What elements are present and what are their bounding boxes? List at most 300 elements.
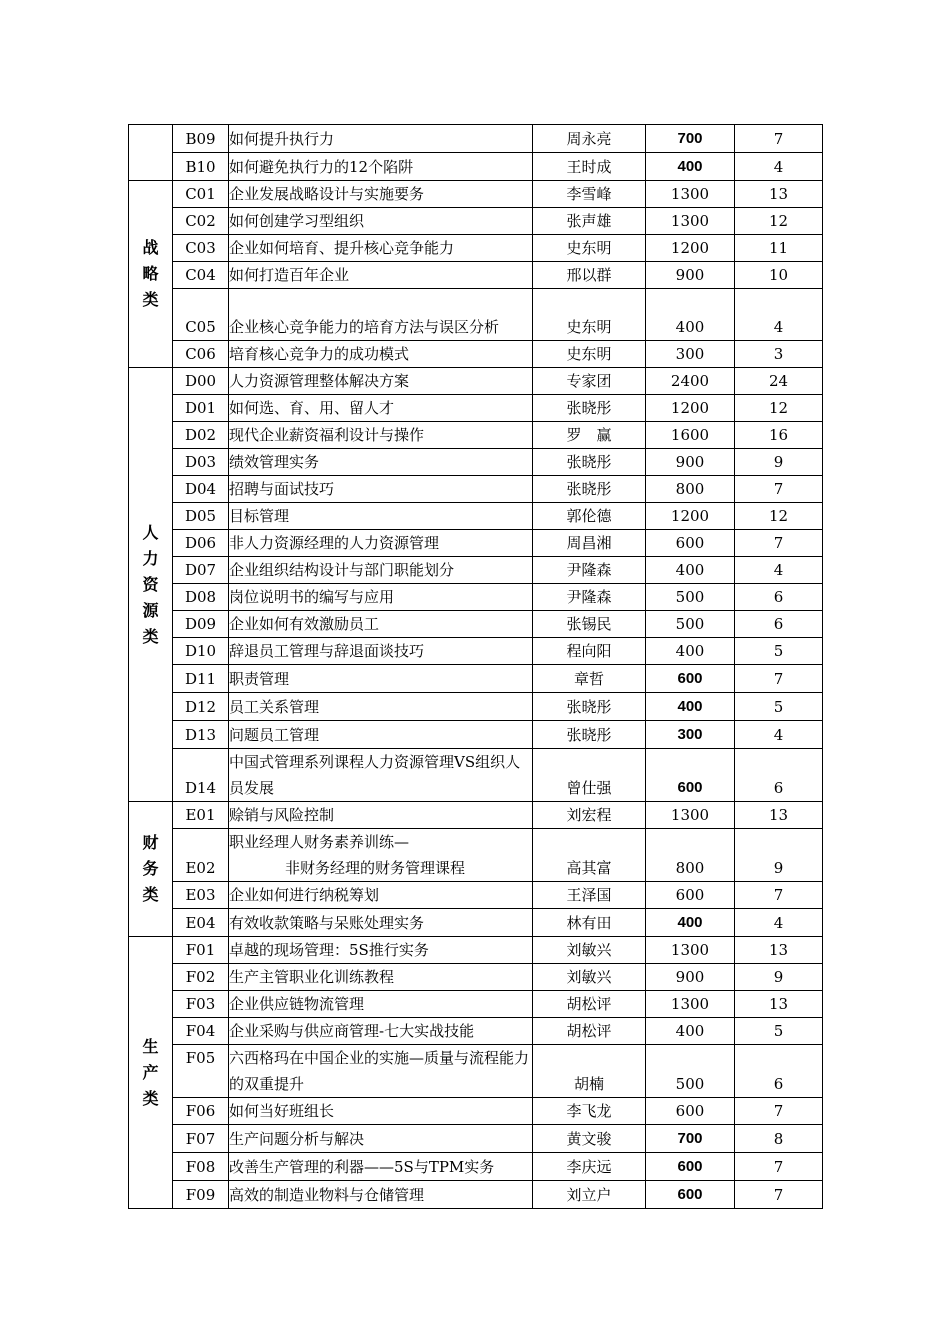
course-title	[229, 882, 533, 909]
course-code	[173, 181, 229, 208]
course-code	[173, 802, 229, 829]
course-code	[173, 449, 229, 476]
course-fee	[646, 611, 735, 638]
course-hours	[735, 909, 823, 937]
course-code	[173, 584, 229, 611]
course-code-text: C01	[185, 185, 216, 203]
teacher-name-text: 周永亮	[566, 130, 612, 148]
course-hours	[735, 964, 823, 991]
course-hours-text: 5	[773, 1022, 784, 1040]
teacher-name-text: 王泽国	[566, 886, 612, 904]
course-fee	[646, 1181, 735, 1209]
course-title	[229, 1153, 533, 1181]
course-fee-text: 1600	[670, 426, 710, 444]
teacher-name	[533, 181, 646, 208]
table-row	[129, 449, 823, 476]
table-row	[129, 882, 823, 909]
course-hours-text: 13	[768, 995, 789, 1013]
teacher-name-text: 李飞龙	[566, 1102, 612, 1120]
course-hours-text: 4	[773, 561, 784, 579]
course-fee	[646, 829, 735, 882]
course-hours-text: 4	[773, 726, 784, 744]
course-fee	[646, 964, 735, 991]
course-title	[229, 1018, 533, 1045]
teacher-name	[533, 584, 646, 611]
course-code-text: D06	[184, 534, 217, 552]
course-code-text: C04	[185, 266, 216, 284]
course-hours-text: 6	[773, 615, 784, 633]
teacher-name-text: 张晓彤	[566, 726, 612, 744]
teacher-name	[533, 1098, 646, 1125]
teacher-name	[533, 153, 646, 181]
teacher-name-text: 林有田	[566, 914, 612, 932]
course-title-text: 企业如何培育、提升核心竞争能力	[229, 239, 455, 257]
course-hours-text: 7	[773, 1102, 784, 1120]
course-hours	[735, 262, 823, 289]
course-code-text: F09	[185, 1186, 216, 1204]
course-title	[229, 1125, 533, 1153]
course-code	[173, 503, 229, 530]
course-fee	[646, 557, 735, 584]
course-fee	[646, 341, 735, 368]
course-code	[173, 1098, 229, 1125]
course-code-text: F03	[185, 995, 216, 1013]
course-fee	[646, 476, 735, 503]
teacher-name	[533, 449, 646, 476]
teacher-name-text: 张晓彤	[566, 399, 612, 417]
course-code	[173, 476, 229, 503]
course-hours	[735, 449, 823, 476]
course-hours-text: 8	[773, 1130, 784, 1148]
teacher-name	[533, 829, 646, 882]
course-code-text: D13	[184, 726, 217, 744]
teacher-name-text: 周昌湘	[566, 534, 612, 552]
teacher-name-text: 尹隆森	[566, 588, 612, 606]
teacher-name	[533, 530, 646, 557]
course-hours-text: 7	[773, 670, 784, 688]
course-code	[173, 1045, 229, 1098]
course-fee	[646, 1045, 735, 1098]
category-label: 生 产 类	[142, 1036, 159, 1108]
course-fee	[646, 937, 735, 964]
teacher-name	[533, 395, 646, 422]
course-fee	[646, 721, 735, 749]
table-row	[129, 611, 823, 638]
course-hours-text: 7	[773, 886, 784, 904]
course-hours	[735, 422, 823, 449]
teacher-name-text: 张晓彤	[566, 698, 612, 716]
course-code	[173, 368, 229, 395]
teacher-name-text: 张晓彤	[566, 453, 612, 471]
course-title-text: 企业如何进行纳税筹划	[229, 886, 380, 904]
course-code	[173, 422, 229, 449]
course-hours	[735, 665, 823, 693]
course-code-text: B09	[185, 130, 216, 148]
course-fee-text: 600	[677, 1158, 703, 1175]
course-hours-text: 7	[773, 1186, 784, 1204]
course-fee-text: 500	[675, 588, 705, 606]
teacher-name	[533, 1018, 646, 1045]
course-title-text: 非人力资源经理的人力资源管理	[229, 534, 440, 552]
course-fee-text: 300	[677, 726, 703, 743]
table-row	[129, 476, 823, 503]
teacher-name	[533, 503, 646, 530]
course-title-text: 人力资源管理整体解决方案	[229, 372, 410, 390]
course-fee-text: 1300	[670, 941, 710, 959]
course-hours	[735, 476, 823, 503]
course-hours	[735, 368, 823, 395]
teacher-name-text: 刘敏兴	[566, 941, 612, 959]
course-hours	[735, 181, 823, 208]
course-title	[229, 611, 533, 638]
table-row	[129, 530, 823, 557]
teacher-name-text: 邢以群	[566, 266, 612, 284]
course-hours-text: 6	[773, 1075, 784, 1093]
table-row	[129, 557, 823, 584]
table-row	[129, 368, 823, 395]
course-fee	[646, 638, 735, 665]
table-row	[129, 991, 823, 1018]
course-title	[229, 557, 533, 584]
course-fee-text: 2400	[670, 372, 710, 390]
course-code	[173, 611, 229, 638]
course-code-text: D08	[184, 588, 217, 606]
teacher-name	[533, 802, 646, 829]
course-fee	[646, 665, 735, 693]
course-code	[173, 721, 229, 749]
course-fee-text: 1300	[670, 806, 710, 824]
course-title	[229, 693, 533, 721]
teacher-name	[533, 638, 646, 665]
table-row	[129, 422, 823, 449]
course-code-text: D14	[184, 779, 217, 797]
course-hours-text: 4	[773, 158, 784, 176]
course-title	[229, 802, 533, 829]
course-table-body	[129, 125, 823, 1209]
course-hours	[735, 721, 823, 749]
course-title	[229, 341, 533, 368]
teacher-name-text: 章哲	[573, 670, 604, 688]
table-row	[129, 638, 823, 665]
course-title-text: 高效的制造业物料与仓储管理	[229, 1186, 425, 1204]
course-code	[173, 749, 229, 802]
course-code-text: F01	[185, 941, 216, 959]
category-cell	[129, 937, 173, 1209]
course-hours-text: 5	[773, 642, 784, 660]
course-hours-text: 16	[768, 426, 789, 444]
course-fee-text: 400	[677, 698, 703, 715]
teacher-name	[533, 262, 646, 289]
course-fee-text: 300	[675, 345, 705, 363]
course-fee	[646, 1125, 735, 1153]
course-hours	[735, 235, 823, 262]
course-code-text: F06	[185, 1102, 216, 1120]
course-fee	[646, 125, 735, 153]
table-row	[129, 665, 823, 693]
course-code	[173, 235, 229, 262]
course-title-text: 如何打造百年企业	[229, 266, 350, 284]
course-hours-text: 4	[773, 914, 784, 932]
teacher-name-text: 李庆远	[566, 1158, 612, 1176]
course-title-text: 企业如何有效激励员工	[229, 615, 380, 633]
course-title	[229, 503, 533, 530]
course-code-text: C02	[185, 212, 216, 230]
course-hours	[735, 208, 823, 235]
course-title-text: 企业核心竞争能力的培育方法与误区分析	[229, 318, 500, 336]
course-code-text: C03	[185, 239, 216, 257]
teacher-name-text: 专家团	[566, 372, 612, 390]
teacher-name-text: 曾仕强	[566, 779, 612, 797]
course-hours-text: 7	[773, 130, 784, 148]
course-title-text: 职责管理	[229, 670, 290, 688]
course-code	[173, 1181, 229, 1209]
course-title	[229, 449, 533, 476]
course-title	[229, 1045, 533, 1098]
course-code	[173, 341, 229, 368]
course-title-text: 生产问题分析与解决	[229, 1130, 365, 1148]
course-fee	[646, 395, 735, 422]
course-hours	[735, 693, 823, 721]
course-title	[229, 721, 533, 749]
course-code-text: D02	[184, 426, 217, 444]
course-code	[173, 1018, 229, 1045]
table-row	[129, 125, 823, 153]
teacher-name-text: 史东明	[566, 318, 612, 336]
course-title-text: 问题员工管理	[229, 726, 320, 744]
course-code-text: F02	[185, 968, 216, 986]
teacher-name	[533, 125, 646, 153]
course-title-text: 改善生产管理的利器——5S与TPM实务	[229, 1158, 495, 1176]
teacher-name-text: 张晓彤	[566, 480, 612, 498]
course-hours	[735, 1181, 823, 1209]
teacher-name	[533, 341, 646, 368]
course-title	[229, 530, 533, 557]
course-title	[229, 262, 533, 289]
course-hours-text: 5	[773, 698, 784, 716]
course-title-text: 如何当好班组长	[229, 1102, 335, 1120]
course-hours	[735, 289, 823, 341]
course-fee	[646, 1098, 735, 1125]
course-title-text: 员工关系管理	[229, 698, 320, 716]
course-hours	[735, 1098, 823, 1125]
teacher-name-text: 胡松评	[566, 995, 612, 1013]
course-hours	[735, 125, 823, 153]
course-title-text: 赊销与风险控制	[229, 806, 335, 824]
table-row	[129, 503, 823, 530]
course-fee-text: 600	[675, 1102, 705, 1120]
course-hours-text: 7	[773, 1158, 784, 1176]
course-hours	[735, 1018, 823, 1045]
course-fee-text: 1200	[670, 399, 710, 417]
course-title	[229, 422, 533, 449]
table-row	[129, 289, 823, 341]
course-code-text: F08	[185, 1158, 216, 1176]
course-fee	[646, 235, 735, 262]
course-code	[173, 964, 229, 991]
teacher-name-text: 胡松评	[566, 1022, 612, 1040]
course-code	[173, 557, 229, 584]
course-code	[173, 125, 229, 153]
course-fee-text: 800	[675, 480, 705, 498]
course-hours-text: 7	[773, 480, 784, 498]
course-title-text: 绩效管理实务	[229, 453, 320, 471]
course-fee	[646, 909, 735, 937]
table-row	[129, 1098, 823, 1125]
table-row	[129, 1018, 823, 1045]
course-hours-text: 13	[768, 806, 789, 824]
table-row	[129, 749, 823, 802]
teacher-name	[533, 749, 646, 802]
course-title	[229, 937, 533, 964]
table-row	[129, 395, 823, 422]
table-row	[129, 181, 823, 208]
course-fee	[646, 1153, 735, 1181]
course-code	[173, 530, 229, 557]
course-hours-text: 13	[768, 941, 789, 959]
table-row	[129, 153, 823, 181]
course-title-text: 如何选、育、用、留人才	[229, 399, 395, 417]
teacher-name	[533, 693, 646, 721]
course-fee	[646, 181, 735, 208]
course-hours-text: 11	[768, 239, 789, 257]
course-title	[229, 665, 533, 693]
course-title-text: 有效收款策略与呆账处理实务	[229, 914, 425, 932]
course-code-text: C05	[185, 318, 216, 336]
teacher-name	[533, 476, 646, 503]
course-hours-text: 13	[768, 185, 789, 203]
course-hours-text: 9	[773, 968, 784, 986]
course-fee-text: 900	[675, 968, 705, 986]
teacher-name-text: 刘立户	[566, 1186, 612, 1204]
table-row	[129, 964, 823, 991]
course-title-text: 辞退员工管理与辞退面谈技巧	[229, 642, 425, 660]
category-cell	[129, 181, 173, 368]
table-row	[129, 235, 823, 262]
course-title	[229, 125, 533, 153]
course-hours	[735, 802, 823, 829]
course-code-text: E03	[185, 886, 216, 904]
course-title	[229, 235, 533, 262]
course-code-text: D01	[184, 399, 217, 417]
course-code	[173, 153, 229, 181]
course-title	[229, 153, 533, 181]
course-fee	[646, 153, 735, 181]
course-code-text: D11	[184, 670, 217, 688]
teacher-name-text: 史东明	[566, 239, 612, 257]
course-title-text: 企业供应链物流管理	[229, 995, 365, 1013]
course-hours-text: 6	[773, 588, 784, 606]
course-fee-text: 700	[677, 1130, 703, 1147]
teacher-name	[533, 964, 646, 991]
course-hours	[735, 395, 823, 422]
course-title	[229, 991, 533, 1018]
table-row	[129, 1125, 823, 1153]
course-title-text: 如何创建学习型组织	[229, 212, 365, 230]
teacher-name	[533, 557, 646, 584]
course-code	[173, 937, 229, 964]
course-code-text: C06	[185, 345, 216, 363]
teacher-name-text: 史东明	[566, 345, 612, 363]
course-hours	[735, 153, 823, 181]
teacher-name	[533, 1125, 646, 1153]
teacher-name-text: 张声雄	[566, 212, 612, 230]
course-code-text: D05	[184, 507, 217, 525]
course-title-text: 招聘与面试技巧	[229, 480, 335, 498]
course-hours	[735, 638, 823, 665]
course-fee	[646, 882, 735, 909]
course-fee-text: 400	[677, 914, 703, 931]
course-title	[229, 289, 533, 341]
course-fee	[646, 991, 735, 1018]
course-hours-text: 4	[773, 318, 784, 336]
course-title	[229, 1181, 533, 1209]
course-hours-text: 6	[773, 779, 784, 797]
teacher-name	[533, 422, 646, 449]
teacher-name-text: 张锡民	[566, 615, 612, 633]
table-row	[129, 1181, 823, 1209]
teacher-name	[533, 611, 646, 638]
course-fee-text: 1200	[670, 239, 710, 257]
teacher-name	[533, 368, 646, 395]
course-hours	[735, 882, 823, 909]
teacher-name	[533, 235, 646, 262]
table-row	[129, 829, 823, 882]
course-hours	[735, 557, 823, 584]
course-fee-text: 900	[675, 453, 705, 471]
course-code-text: D12	[184, 698, 217, 716]
course-title-text: 目标管理	[229, 507, 290, 525]
course-title-text: 培育核心竞争力的成功模式	[229, 345, 410, 363]
course-fee-text: 500	[675, 1075, 705, 1093]
course-title-text: 现代企业薪资福利设计与操作	[229, 426, 425, 444]
course-fee	[646, 693, 735, 721]
table-row	[129, 1045, 823, 1098]
course-fee-text: 600	[675, 534, 705, 552]
course-fee	[646, 289, 735, 341]
course-title	[229, 638, 533, 665]
course-code-text: B10	[185, 158, 216, 176]
course-hours-text: 9	[773, 859, 784, 877]
course-title-line2: 非财务经理的财务管理课程	[285, 859, 466, 877]
course-title-text: 职业经理人财务素养训练—	[229, 833, 410, 851]
teacher-name-text: 李雪峰	[566, 185, 612, 203]
course-code-text: E01	[185, 806, 216, 824]
course-code	[173, 1153, 229, 1181]
course-hours-text: 9	[773, 453, 784, 471]
teacher-name	[533, 937, 646, 964]
course-code-text: D07	[184, 561, 217, 579]
course-code	[173, 289, 229, 341]
course-title	[229, 1098, 533, 1125]
category-label: 战 略 类	[142, 238, 159, 309]
course-hours-text: 12	[768, 212, 789, 230]
course-title	[229, 749, 533, 802]
course-fee	[646, 503, 735, 530]
course-fee-text: 500	[675, 615, 705, 633]
course-hours	[735, 937, 823, 964]
course-title	[229, 208, 533, 235]
course-fee	[646, 262, 735, 289]
course-code	[173, 1125, 229, 1153]
course-title	[229, 368, 533, 395]
course-code-text: D04	[184, 480, 217, 498]
course-code-text: D03	[184, 453, 217, 471]
teacher-name	[533, 665, 646, 693]
table-row	[129, 802, 823, 829]
course-table	[128, 124, 823, 1209]
teacher-name-text: 王时成	[566, 158, 612, 176]
course-code	[173, 262, 229, 289]
